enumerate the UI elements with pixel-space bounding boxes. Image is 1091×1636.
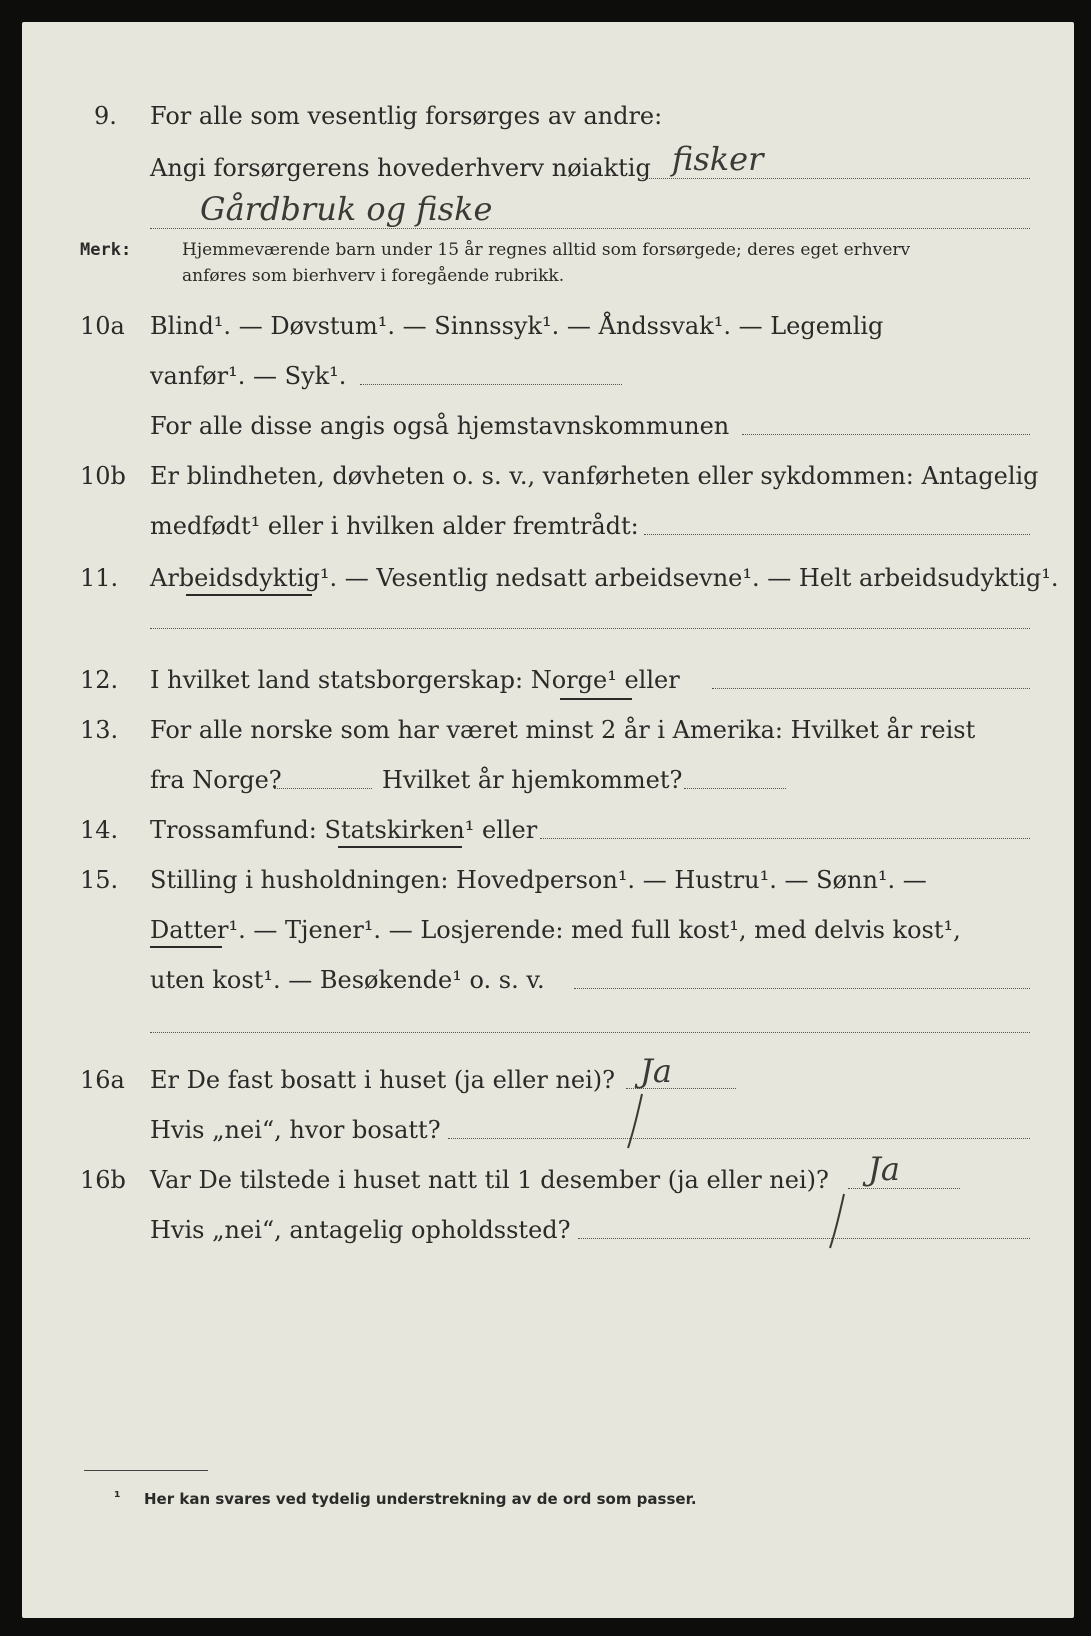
q10a-line2: vanfør¹. — Syk¹. (150, 362, 347, 390)
q13-number: 13. (80, 716, 119, 744)
q16b-answer: Ja (868, 1150, 900, 1188)
q12-answer-line[interactable] (712, 688, 1030, 689)
q11-line1: Arbeidsdyktig¹. — Vesentlig nedsatt arbeidsevne¹. — Helt arbeidsudyktig¹. (150, 564, 1059, 592)
q12-line1: I hvilket land statsborgerskap: Norge¹ eller (150, 666, 680, 694)
q10b-line1: Er blindheten, døvheten o. s. v., vanførheten eller sykdommen: Antagelig (150, 462, 1039, 490)
census-form-page (22, 22, 1074, 1618)
q10a-hometown-line[interactable] (742, 434, 1030, 435)
q12-underline-mark (560, 698, 632, 700)
q13-line1: For alle norske som har været minst 2 år i Amerika: Hvilket år reist (150, 716, 976, 744)
q16b-dash-mark (822, 1192, 852, 1252)
q15-answer-line2[interactable] (150, 1032, 1030, 1033)
footnote-rule (84, 1470, 208, 1471)
q11-answer-line[interactable] (150, 628, 1030, 629)
q16b-location-line[interactable] (578, 1238, 1030, 1239)
q16a-residence-line[interactable] (448, 1138, 1030, 1139)
q14-number: 14. (80, 816, 119, 844)
merk-line2: anføres som bierhverv i foregående rubrikk. (182, 266, 565, 286)
q10b-answer-line[interactable] (644, 534, 1030, 535)
q16a-number: 16a (80, 1066, 125, 1094)
q10a-answer-line[interactable] (360, 384, 622, 385)
q15-line1: Stilling i husholdningen: Hovedperson¹. — Hustru¹. — Sønn¹. — (150, 866, 927, 894)
merk-label: Merk: (80, 240, 132, 260)
q9-answer-occupation: fisker (672, 140, 764, 178)
q9-line2: Angi forsørgerens hovederhverv nøiaktig (150, 154, 651, 182)
q9-answer-detail: Gårdbruk og fiske (200, 190, 493, 228)
q15-answer-line1[interactable] (574, 988, 1030, 989)
q15-underline-mark (150, 946, 222, 948)
q13-departure-line[interactable] (274, 788, 372, 789)
q16b-line2: Hvis „nei“, antagelig opholdssted? (150, 1216, 571, 1244)
q10a-number: 10a (80, 312, 125, 340)
q16a-line2: Hvis „nei“, hvor bosatt? (150, 1116, 441, 1144)
q10b-line2: medfødt¹ eller i hvilken alder fremtrådt: (150, 512, 639, 540)
q14-line1: Trossamfund: Statskirken¹ eller (150, 816, 538, 844)
merk-line1: Hjemmeværende barn under 15 år regnes alltid som forsørgede; deres eget erhverv (182, 240, 911, 260)
q15-line3: uten kost¹. — Besøkende¹ o. s. v. (150, 966, 545, 994)
q16a-dash-mark (622, 1092, 652, 1152)
q10a-line3: For alle disse angis også hjemstavnskommunen (150, 412, 730, 440)
q16b-number: 16b (80, 1166, 126, 1194)
footnote-mark: ¹ (114, 1488, 121, 1506)
q9-answer-line2[interactable] (150, 228, 1030, 229)
q13-return-line[interactable] (684, 788, 786, 789)
q9-number: 9. (94, 102, 117, 130)
q11-underline-mark (186, 594, 312, 596)
q14-answer-line[interactable] (540, 838, 1030, 839)
q9-answer-line1[interactable] (642, 178, 1030, 179)
footnote-text: Her kan svares ved tydelig understrekning av de ord som passer. (144, 1490, 697, 1508)
q9-line1: For alle som vesentlig forsørges av andre: (150, 102, 663, 130)
q10b-number: 10b (80, 462, 126, 490)
q12-number: 12. (80, 666, 119, 694)
q11-number: 11. (80, 564, 119, 592)
q16b-answer-line[interactable] (848, 1188, 960, 1189)
q10a-line1: Blind¹. — Døvstum¹. — Sinnssyk¹. — Åndssvak¹. — Legemlig (150, 312, 884, 340)
q15-number: 15. (80, 866, 119, 894)
q16a-answer: Ja (640, 1052, 672, 1090)
q16a-line1: Er De fast bosatt i huset (ja eller nei)? (150, 1066, 616, 1094)
q16b-line1: Var De tilstede i huset natt til 1 desember (ja eller nei)? (150, 1166, 829, 1194)
q14-underline-mark (338, 846, 462, 848)
q13-line2b: Hvilket år hjemkommet? (382, 766, 683, 794)
q13-line2a: fra Norge? (150, 766, 282, 794)
q15-line2: Datter¹. — Tjener¹. — Losjerende: med full kost¹, med delvis kost¹, (150, 916, 961, 944)
